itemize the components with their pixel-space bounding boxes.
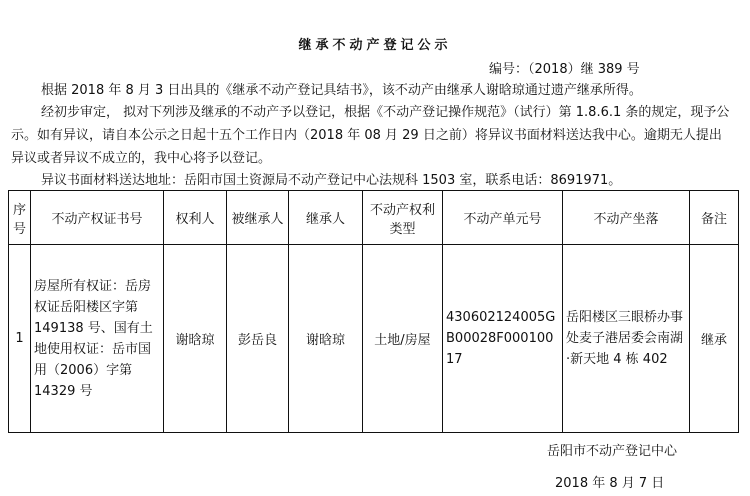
cell-unit-no: 430602124005GB00028F00010017 [443, 245, 563, 433]
cell-location: 岳阳楼区三眼桥办事处麦子港居委会南湖·新天地 4 栋 402 [563, 245, 690, 433]
table-row [9, 245, 739, 433]
cell-no: 1 [9, 245, 31, 433]
notice-title: 继承不动产登记公示 [298, 38, 452, 53]
header-decedent: 被继承人 [227, 191, 289, 245]
header-remark: 备注 [690, 191, 739, 245]
paragraph-address: 异议书面材料送达地址：岳阳市国土资源局不动产登记中心法规科 1503 室，联系电话：8691971。 [41, 173, 622, 188]
cell-remark: 继承 [690, 245, 739, 433]
cell-heir: 谢晗琼 [289, 245, 363, 433]
paragraph-notice: 经初步审定， 拟对下列涉及继承的不动产予以登记，根据《不动产登记操作规范》（试行）第 1.8.6.1 条的规定，现予公示。如有异议，请自本公示之日起十五个工作日内（2018 年 08 月 29 日之前）将异议书面材料送达我中心。逾期无人提出异议或者异议不成立的，我中心将予以登记。 [11, 105, 730, 166]
header-certificate: 不动产权证书号 [31, 191, 164, 245]
issue-date: 2018 年 8 月 7 日 [555, 476, 665, 491]
cell-right-type: 土地/房屋 [363, 245, 443, 433]
paragraph-basis: 根据 2018 年 8 月 3 日出具的《继承不动产登记具结书》，该不动产由继承人谢晗琼通过遗产继承所得。 [41, 83, 642, 98]
header-right-type: 不动产权利类型 [363, 191, 443, 245]
cell-decedent: 彭岳良 [227, 245, 289, 433]
header-unit-no: 不动产单元号 [443, 191, 563, 245]
document-number: 编号：（2018）继 389 号 [489, 62, 640, 77]
header-location: 不动产坐落 [563, 191, 690, 245]
registration-table [8, 190, 739, 433]
header-heir: 继承人 [289, 191, 363, 245]
cell-certificate: 房屋所有权证：岳房权证岳阳楼区字第 149138 号、国有土地使用权证：岳市国用（2006）字第 14329 号 [31, 245, 164, 433]
table-header-row [9, 191, 739, 245]
issuing-organization: 岳阳市不动产登记中心 [547, 444, 678, 459]
header-no: 序号 [9, 191, 31, 245]
header-holder: 权利人 [164, 191, 227, 245]
cell-holder: 谢晗琼 [164, 245, 227, 433]
